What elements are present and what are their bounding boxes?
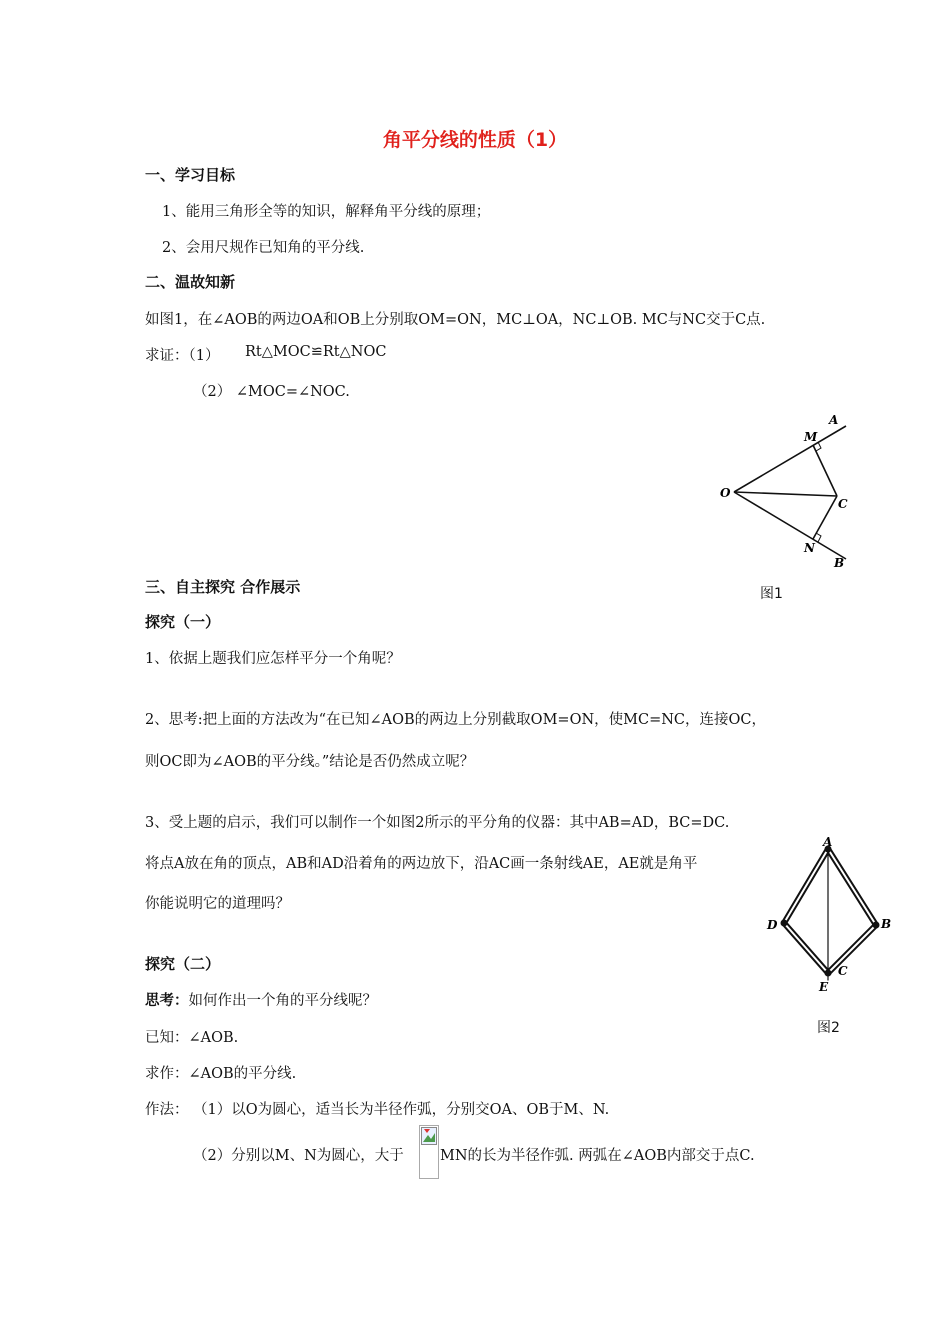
section1-heading: 一、学习目标 — [145, 166, 236, 184]
section3-heading: 三、自主探究 合作展示 — [145, 578, 301, 596]
method-label: 作法： — [145, 1102, 189, 1118]
prove-item-2: （2） ∠MOC=∠NOC. — [193, 384, 350, 400]
ray-ob — [734, 492, 846, 559]
fig2-label-c: C — [838, 964, 848, 978]
think-line — [145, 989, 377, 1010]
explore2-heading: 探究（二） — [145, 955, 221, 973]
ray-oa — [734, 426, 846, 492]
segment-nc — [813, 496, 837, 539]
goal-item-2: 2、会用尺规作已知角的平分线. — [162, 240, 365, 256]
label-m: M — [804, 430, 818, 444]
think-label: 思考： — [145, 993, 189, 1009]
step-2-part-b: MN的长为半径作弧. 两弧在∠AOB内部交于点C. — [440, 1148, 755, 1164]
fig2-label-b: B — [881, 917, 892, 931]
label-c: C — [838, 497, 848, 511]
construct-line: 求作：∠AOB的平分线. — [145, 1066, 297, 1082]
section2-intro: 如图1，在∠AOB的两边OA和OB上分别取OM=ON，MC⊥OA，NC⊥OB. MC与NC交于C点. — [145, 312, 766, 328]
broken-image-icon — [421, 1127, 437, 1145]
label-b: B — [834, 556, 845, 570]
label-a: A — [829, 413, 839, 427]
figure2-caption: 图2 — [817, 1020, 840, 1036]
page-title: 角平分线的性质（1） — [382, 129, 568, 151]
question-2-line1: 2、思考:把上面的方法改为“在已知∠AOB的两边上分别截取OM=ON，使MC=NC，连接OC， — [145, 712, 766, 728]
figure1-caption: 图1 — [760, 586, 783, 602]
question-3-line1: 3、受上题的启示，我们可以制作一个如图2所示的平分角的仪器：其中AB=AD，BC=DC. — [145, 815, 730, 831]
segment-oc — [734, 492, 837, 496]
question-3-line2: 将点A放在角的顶点，AB和AD沿着角的两边放下，沿AC画一条射线AE，AE就是角平 — [145, 856, 698, 872]
step-2-part-a: （2）分别以M、N为圆心，大于 — [193, 1148, 404, 1164]
broken-fraction-image — [419, 1125, 439, 1179]
goal-item-1: 1、能用三角形全等的知识，解释角平分线的原理； — [162, 204, 491, 220]
label-o: O — [720, 486, 731, 500]
question-2-line2: 则OC即为∠AOB的平分线。”结论是否仍然成立呢？ — [145, 754, 475, 770]
step-1: （1）以O为圆心，适当长为半径作弧，分别交OA、OB于M、N. — [193, 1102, 610, 1118]
fig2-label-e: E — [819, 980, 829, 994]
prove-label: 求证：（1） — [145, 348, 220, 364]
fig2-label-a: A — [823, 835, 833, 849]
segment-mc — [813, 445, 837, 496]
question-3-line3: 你能说明它的道理吗？ — [145, 896, 290, 912]
figure1-diagram — [700, 410, 870, 580]
section2-heading: 二、温故知新 — [145, 273, 236, 291]
figure2-diagram — [760, 835, 895, 1000]
explore1-heading: 探究（一） — [145, 613, 221, 631]
fig2-label-d: D — [767, 918, 778, 932]
prove-item-1: Rt△MOC≌Rt△NOC — [245, 344, 387, 360]
label-n: N — [804, 541, 815, 555]
question-1: 1、依据上题我们应怎样平分一个角呢？ — [145, 651, 401, 667]
think-text: 如何作出一个角的平分线呢？ — [188, 993, 377, 1009]
given-line: 已知：∠AOB. — [145, 1030, 239, 1046]
